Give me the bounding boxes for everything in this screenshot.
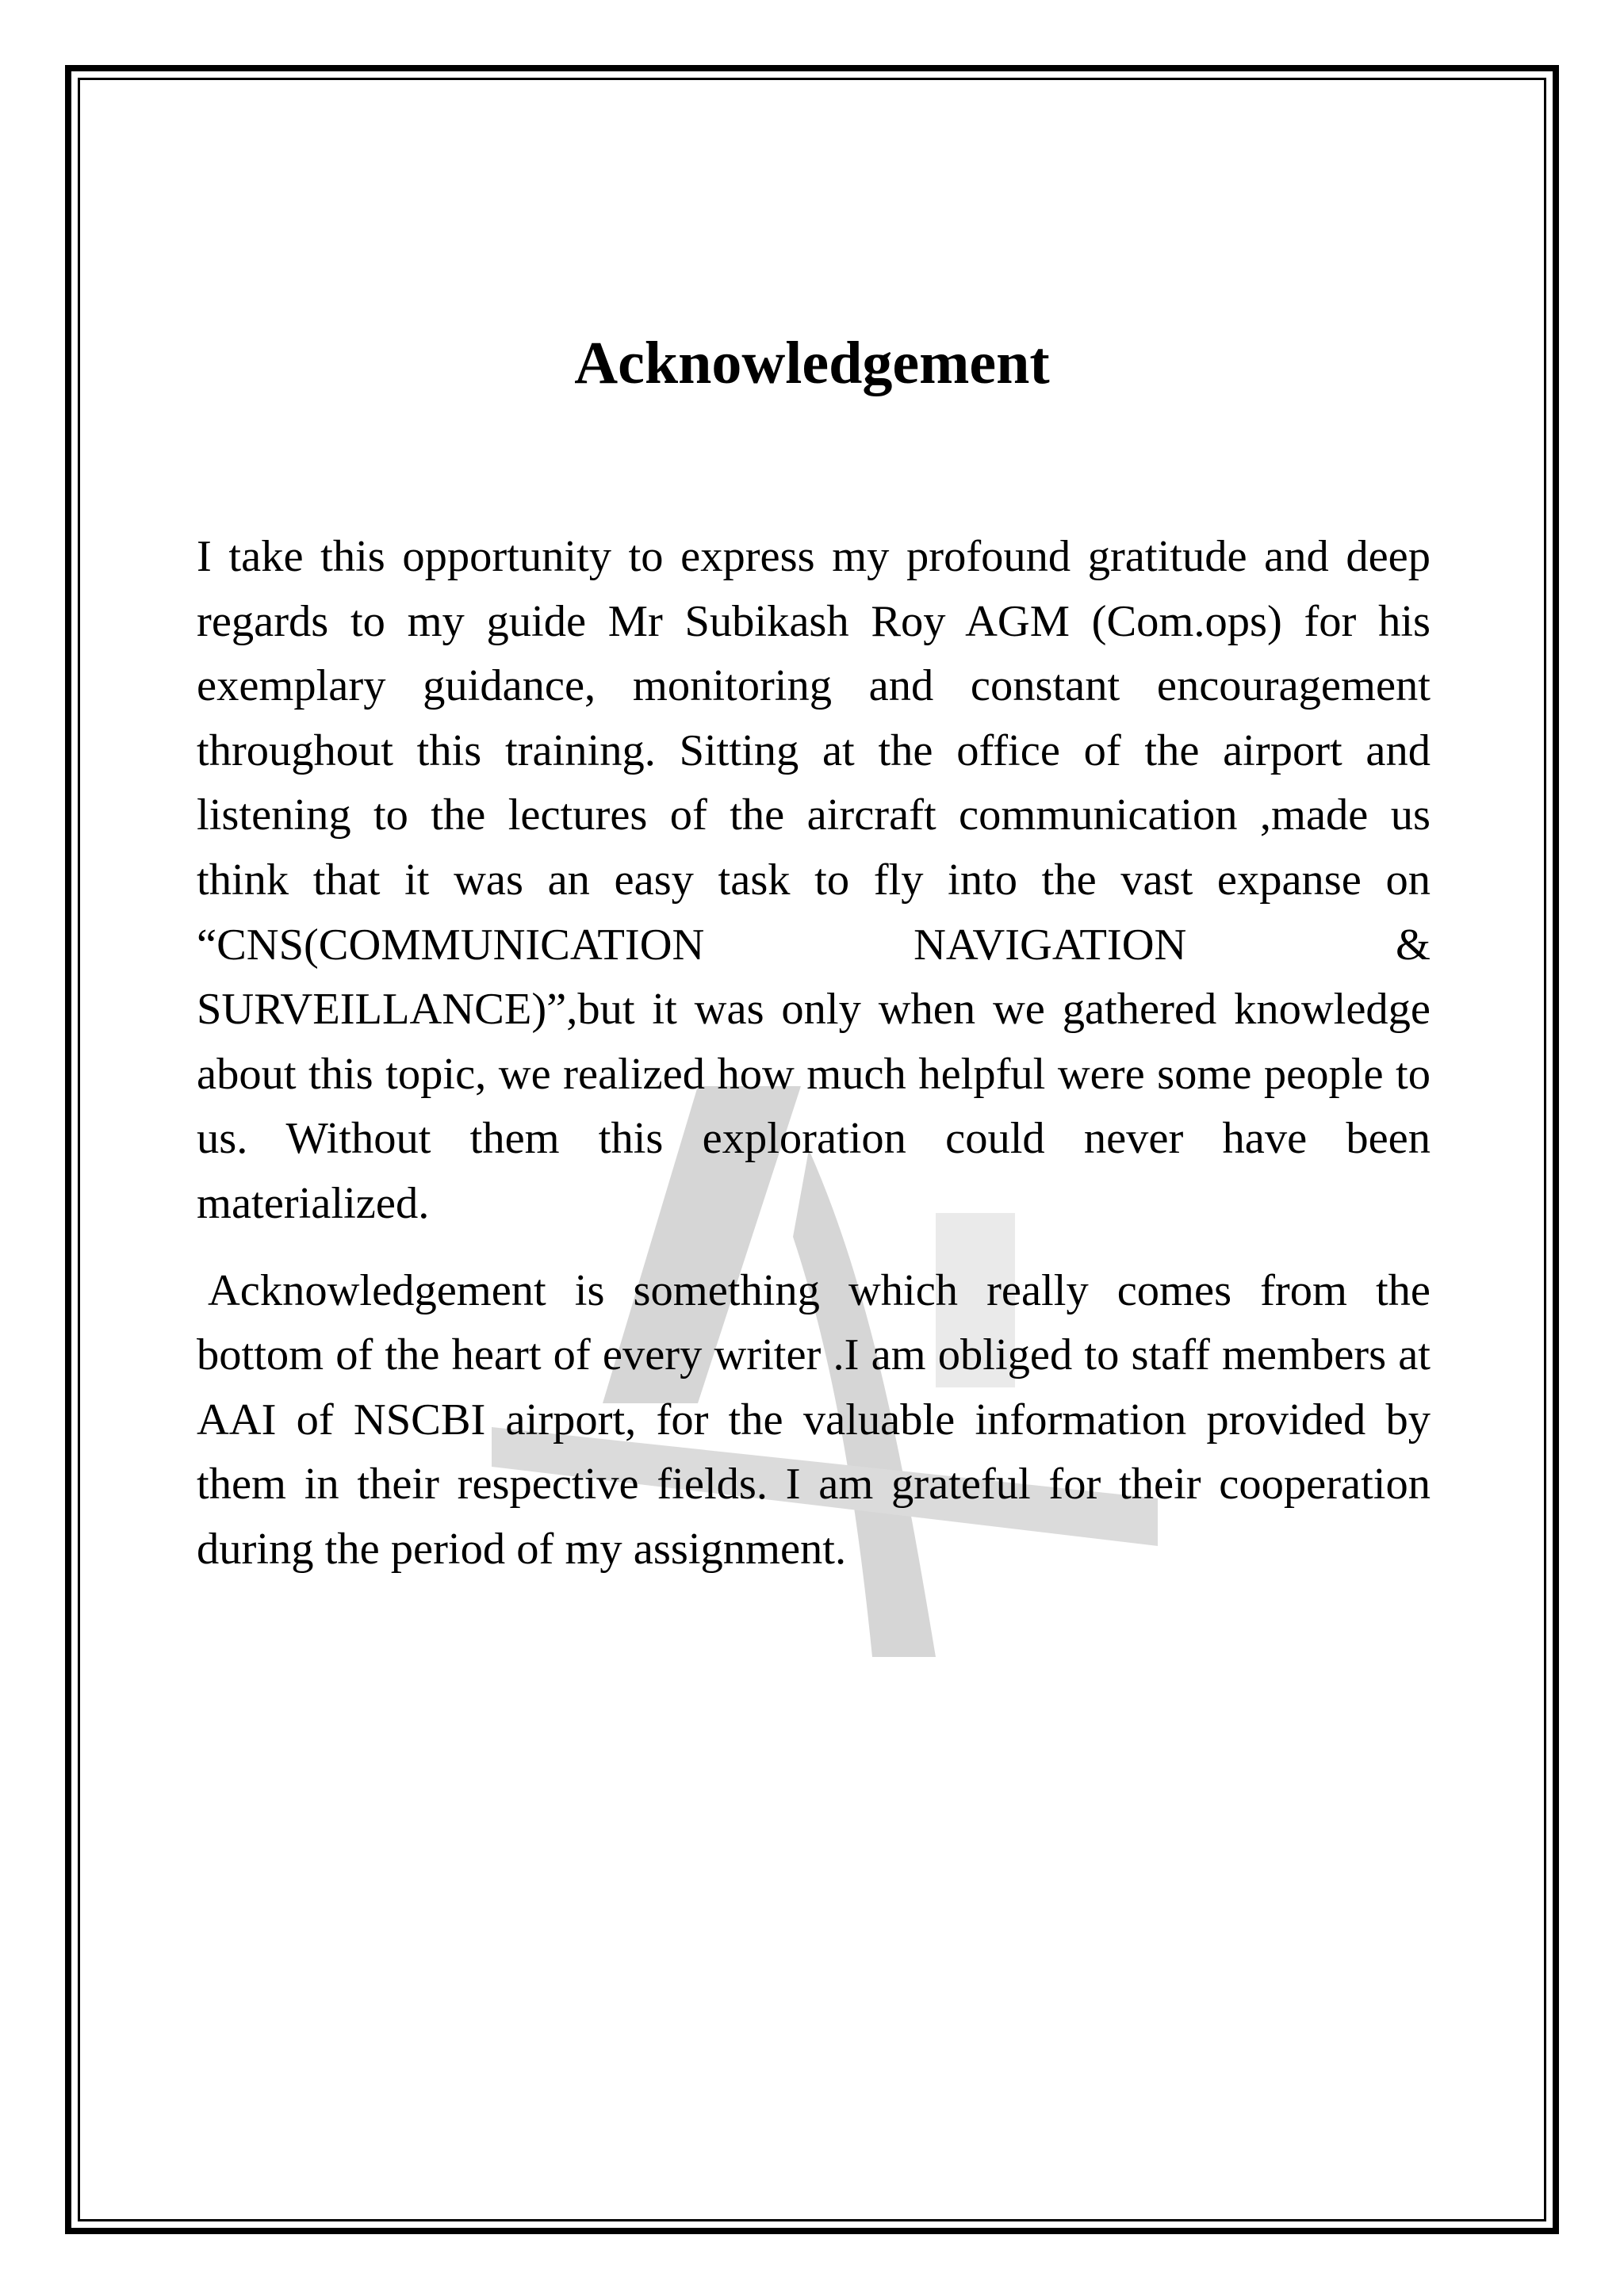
acknowledgement-body bbox=[197, 525, 1431, 1582]
page-title: Acknowledgement bbox=[574, 330, 1050, 396]
acknowledgement-paragraph-1: I take this opportunity to express my profound gratitude and deep regards to my guide Mr Subikash Roy AGM (Com.ops) for his exemplary guidance, monitoring and constant encouragement throughout this training. Sitting at the office of the airport and listening to the lectures of the aircraft communication ,made us think that it was an easy task to fly into the vast expanse on “CNS(COMMUNICATION NAVIGATION & SURVEILLANCE)”,but it was only when we gathered knowledge about this topic, we realized how much helpful were some people to us. Without them this exploration could never have been materialized. bbox=[197, 532, 1431, 1228]
acknowledgement-paragraph-2: Acknowledgement is something which really comes from the bottom of the heart of every writer .I am obliged to staff members at AAI of NSCBI airport, for the valuable information provided by them in their respective fields. I am grateful for their cooperation during the period of my assignment. bbox=[197, 1265, 1431, 1574]
